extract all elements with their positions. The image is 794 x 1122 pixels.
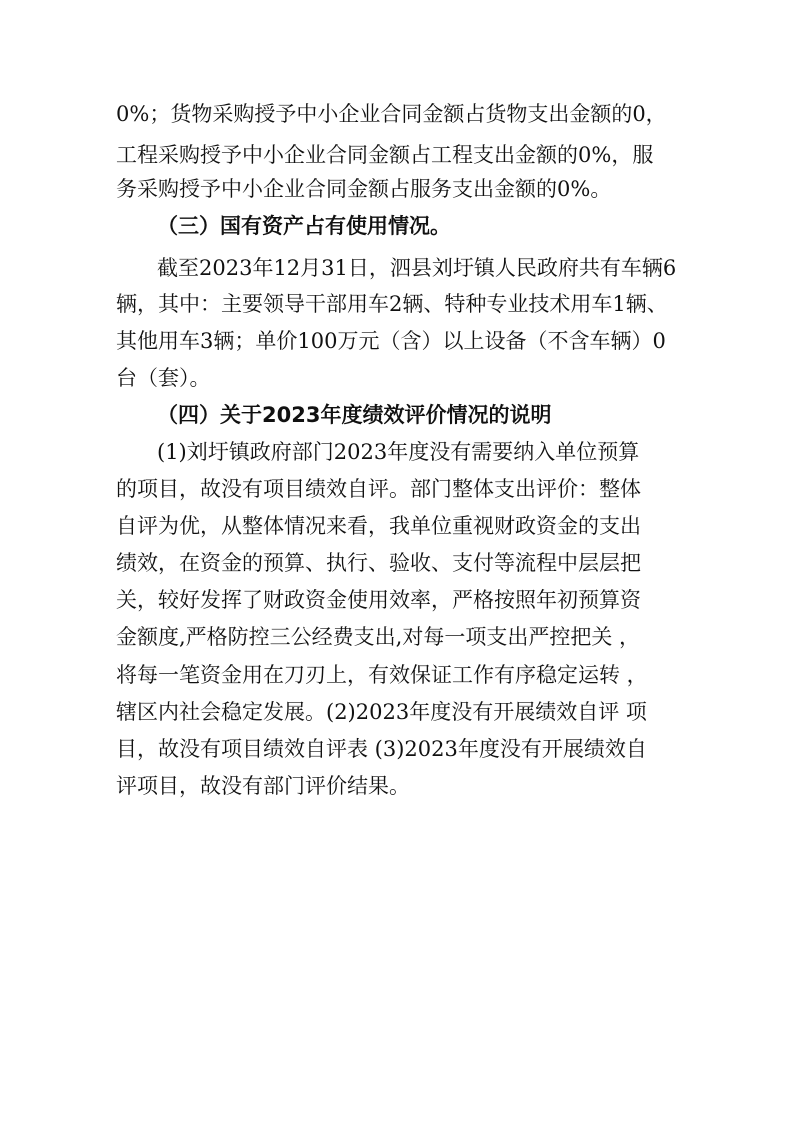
body-line: 关，较好发挥了财政资金使用效率，严格按照年初预算资 [116, 588, 641, 612]
body-line: 辖区内社会稳定发展。(2)2023年度没有开展绩效自评 项 [116, 700, 647, 724]
body-line: 辆，其中：主要领导干部用车2辆、特种专业技术用车1辆、 [116, 292, 668, 316]
body-line: 目，故没有项目绩效自评表 (3)2023年度没有开展绩效自 [116, 737, 647, 761]
body-line: 务采购授予中小企业合同金额占服务支出金额的0%。 [116, 177, 612, 201]
body-line: 的项目，故没有项目绩效自评。部门整体支出评价：整体 [116, 477, 641, 501]
body-line: 截至2023年12月31日，泗县刘圩镇人民政府共有车辆6 [157, 256, 677, 280]
body-line: 0%；货物采购授予中小企业合同金额占货物支出金额的0， [116, 102, 667, 126]
body-line: 评项目，故没有部门评价结果。 [116, 774, 410, 798]
section-heading-assets: （三）国有资产占有使用情况。 [157, 214, 451, 238]
body-line: 其他用车3辆；单价100万元（含）以上设备（不含车辆）0 [116, 329, 666, 353]
body-line: 工程采购授予中小企业合同金额占工程支出金额的0%，服 [116, 143, 654, 167]
section-heading-performance: （四）关于2023年度绩效评价情况的说明 [157, 403, 552, 427]
body-line: 台（套）。 [116, 366, 211, 390]
body-line: 自评为优，从整体情况来看，我单位重视财政资金的支出 [116, 514, 641, 538]
body-line: 将每一笔资金用在刀刃上，有效保证工作有序稳定运转 ， [116, 663, 648, 687]
body-line: (1)刘圩镇政府部门2023年度没有需要纳入单位预算 [157, 440, 640, 464]
body-line: 金额度,严格防控三公经费支出,对每一项支出严控把关 ， [116, 625, 641, 649]
body-line: 绩效，在资金的预算、执行、验收、支付等流程中层层把 [116, 551, 641, 575]
